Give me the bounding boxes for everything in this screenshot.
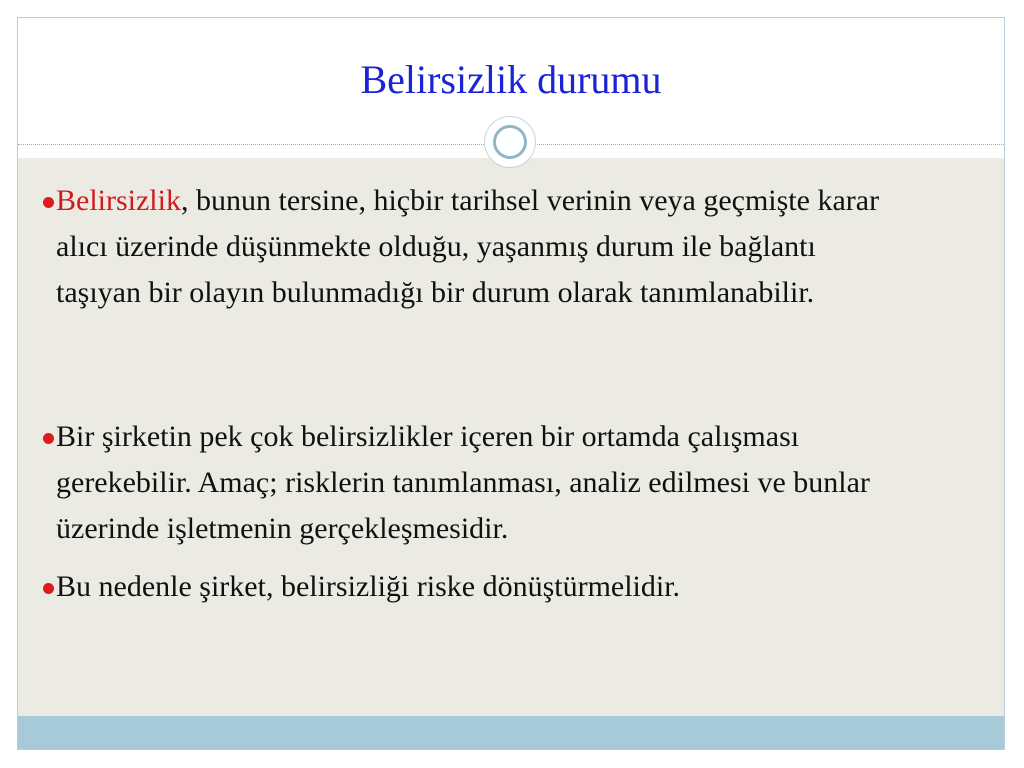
bottom-band [18, 716, 1004, 750]
ring-ornament [484, 116, 536, 168]
bullet-text-3: Bu nedenle şirket, belirsizliği riske dönüştürmelidir. [56, 570, 681, 603]
bullet-item-2 [56, 414, 906, 552]
slide-title: Belirsizlik durumu [360, 57, 662, 102]
bullet-dot-icon [43, 433, 54, 444]
ring-inner [493, 125, 527, 159]
highlighted-term: Belirsizlik [56, 184, 181, 217]
bullet-dot-icon [43, 583, 54, 594]
bullet-text-1: , bunun tersine, hiçbir tarihsel verinin veya geçmişte karar alıcı üzerinde düşünmekte olduğu, yaşanmış durum ile bağlantı taşıyan bir olayın bulunmadığı bir durum olarak tanımlanabilir. [56, 184, 880, 309]
bullet-dot-icon [43, 197, 54, 208]
bullet-item-3 [56, 564, 906, 610]
bullet-list [56, 178, 906, 610]
bullet-item-1 [56, 178, 906, 316]
bullet-text-2: Bir şirketin pek çok belirsizlikler içeren bir ortamda çalışması gerekebilir. Amaç; risklerin tanımlanması, analiz edilmesi ve bunlar üzerinde işletmenin gerçekleşmesidir. [56, 420, 870, 545]
